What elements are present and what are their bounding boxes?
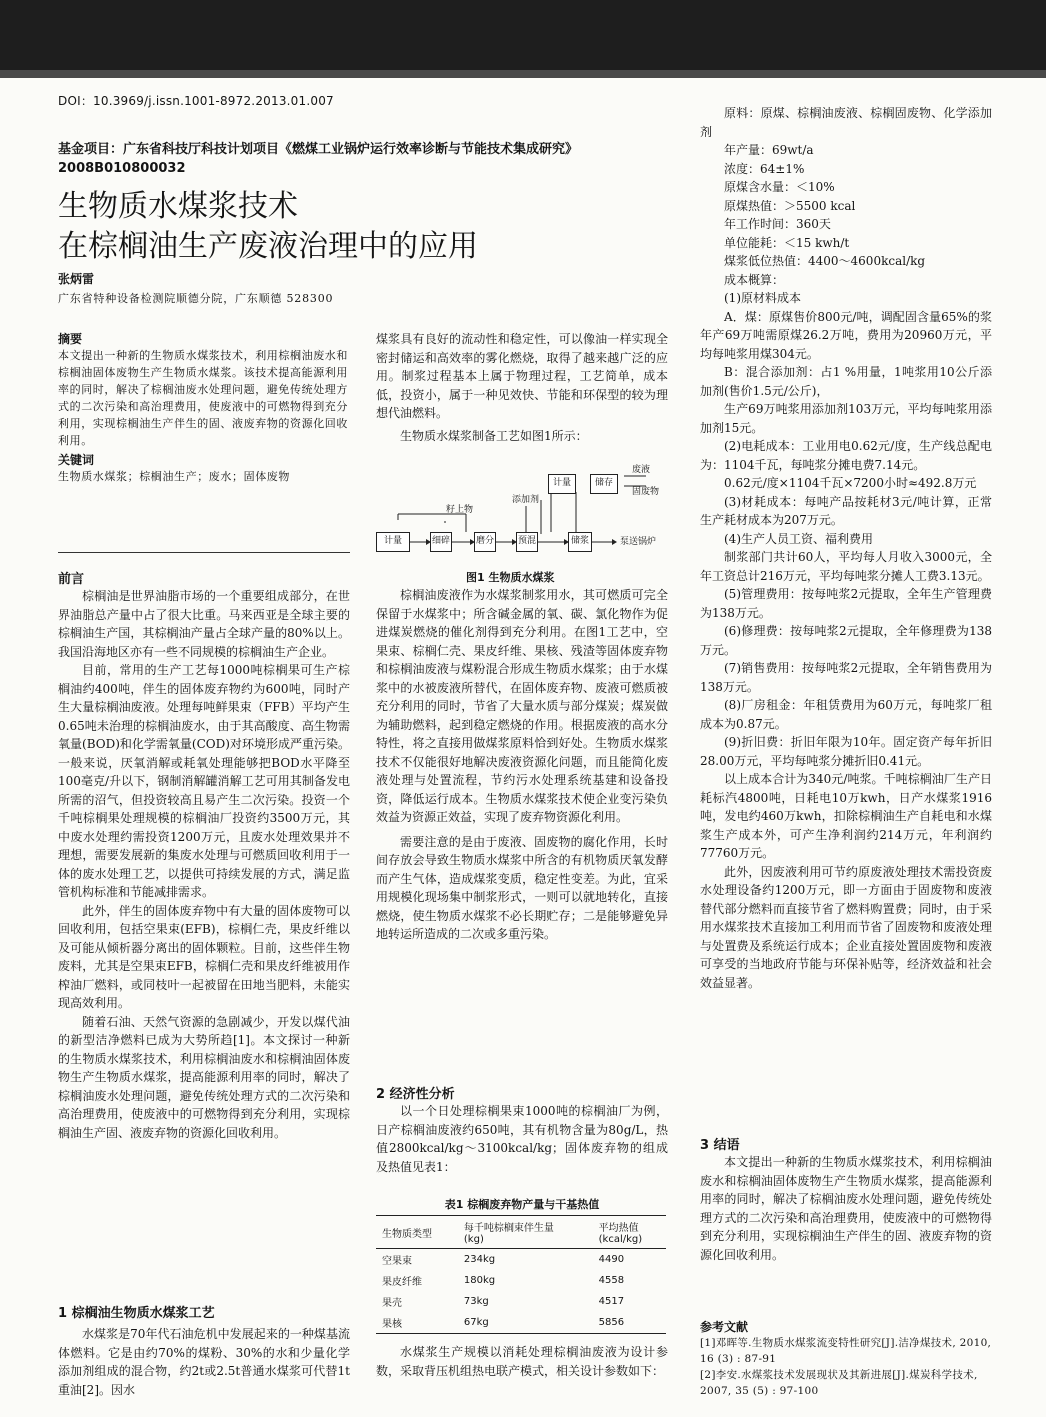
table-cell: 空果束 xyxy=(382,1256,412,1267)
cost-paragraph: (2)电耗成本：工业用电0.62元/度，生产线总配电为：1104千瓦，每吨浆分摊电费7.14元。 xyxy=(700,439,992,472)
cost-paragraph: 制浆部门共计60人，平均每人月收入3000元，全年工资总计216万元，平均每吨浆分摊人工费3.13元。 xyxy=(700,550,992,583)
table-row xyxy=(376,1312,666,1334)
references xyxy=(700,1318,992,1399)
abstract-heading: 摘要 xyxy=(58,332,83,346)
cost-paragraph: (3)材耗成本：每吨产品按耗材3元/吨计算，正常生产耗材成本为207万元。 xyxy=(700,494,992,527)
param-line: 原煤含水量：＜10% xyxy=(724,180,835,194)
intro-paragraph-3: 此外，伴生的固体废弃物中有大量的固体废物可以回收利用，包括空果束(EFB)，棕榈仁壳，果皮纤维以及可能从倾析器分离出的固体颗粒。目前，这些伴生物废料，尤其是空果束EFB，棕榈仁壳和果皮纤维被用作榨油厂燃料，或同枝叶一起被留在田地当肥料，未能实现高效利用。 xyxy=(58,903,350,1010)
param-line: 原煤热值：＞5500 kcal xyxy=(724,198,856,213)
flow-grinding-box: 细碎 xyxy=(430,532,452,552)
param-line: 年工作时间：360天 xyxy=(724,217,831,231)
param-line: 浓度：64±1% xyxy=(724,161,805,176)
flow-to-boiler-label: 泵送锅炉 xyxy=(620,537,657,547)
table-cell: 果核 xyxy=(382,1319,402,1330)
section-1 xyxy=(58,1302,350,1399)
section-3-paragraph: 本文提出一种新的生物质水煤浆技术，利用棕榈油废水和棕榈油固体废物生产生物质水煤浆，提高能源利用率的同时，解决了棕榈油废水处理问题，避免传统处理方式的二次污染和高治理费用，使废液中的可燃物得到充分利用，实现棕榈油生产伴生的固、液废弃物的资源化回收利用。 xyxy=(700,1155,992,1262)
affiliation: 广东省特种设备检测院顺德分院，广东顺德 528300 xyxy=(58,292,334,305)
fund-note: 基金项目：广东省科技厅科技计划项目《燃煤工业锅炉运行效率诊断与节能技术集成研究》2008B010800032 xyxy=(58,142,579,176)
table-row xyxy=(376,1270,666,1291)
reference-item: [1]邓晖等.生物质水煤浆流变特性研究[J].洁净煤技术, 2010, 16 (3) : 87-91 xyxy=(700,1337,992,1365)
table-1 xyxy=(376,1215,666,1334)
flow-meter-box: 计量 xyxy=(376,532,410,552)
flow-coal-label: 籽上物 xyxy=(446,505,474,515)
abstract-divider xyxy=(58,552,350,553)
intro-paragraph-2: 目前，常用的生产工艺每1000吨棕榈果可生产棕榈油约400吨，伴生的固体废弃物约为600吨，同时产生大量棕榈油废液。处理每吨鲜果束（FFB）平均产生0.65吨未治理的棕榈油废水，由于其高酸度、高生物需氧量(BOD)和化学需氧量(COD)对环境形成严重污染。一般来说，厌氧消解或耗氧处理能够把BOD水平降至100毫克/升以下，钢制消解罐消解工艺可用其制备发电所需的沼气，但投资较高且易产生二次污染。投资一个千吨棕榈果处理规模的棕榈油厂投资约3500万元，其中废水处理约需投资1200万元，且废水处理效果并不理想，需要发展新的集废水处理与可燃质回收利用于一体的废水处理工艺，以提供可持续发展的方式，满足监管机构标准和节能减排需求。 xyxy=(58,663,350,899)
cost-paragraph: 以上成本合计为340元/吨浆。千吨棕榈油厂生产日耗标汽4800吨，日耗电10万kwh，日产水煤浆1916吨，发电约460万kwh，扣除棕榈油生产自耗电和水煤浆生产成本外，可产生净利润约214万元，年利润约77760万元。 xyxy=(700,772,992,860)
flow-waste-liquid-label: 废液 xyxy=(632,465,651,475)
table-row xyxy=(376,1291,666,1312)
table-header-cell: 生物质类型 xyxy=(382,1228,432,1240)
param-line: 原料：原煤、棕榈油废液、棕榈固废物、化学添加剂 xyxy=(700,106,992,139)
keywords-heading: 关键词 xyxy=(58,453,95,467)
abstract-text: 本文提出一种新的生物质水煤浆技术，利用棕榈油废水和棕榈油固体废物生产生物质水煤浆。该技术提高能源利用率的同时，解决了棕榈油废水处理问题，避免传统处理方式的二次污染和高治理费用，使废液中的可燃物得到充分利用，实现棕榈油生产伴生的固、液废弃物的资源化回收利用。 xyxy=(58,349,348,447)
keywords-text: 生物质水煤浆；棕榈油生产；废水；固体废物 xyxy=(58,470,290,483)
intro-paragraph-4: 随着石油、天然气资源的急剧减少，开发以煤代油的新型洁净燃料已成为大势所趋[1]。本文探讨一种新的生物质水煤浆技术，利用棕榈油废水和棕榈油固体废物生产生物质水煤浆，提高能源利用率的同时，解决了棕榈油废水处理问题，避免传统处理方式的二次污染和高治理费用，使废液中的可燃物得到充分利用，实现棕榈油生产固、液废弃物的资源化回收利用。 xyxy=(58,1014,350,1140)
title-line-1: 生物质水煤浆技术 xyxy=(58,189,298,224)
section-3 xyxy=(700,1134,992,1264)
cost-paragraph: 0.62元/度×1104千瓦×7200小时≈492.8万元 xyxy=(724,476,977,490)
cost-paragraph: (9)折旧费：折旧年限为10年。固定资产每年折旧28.00万元，平均每吨浆分摊折旧0.41元。 xyxy=(700,735,992,768)
cost-paragraph: B：混合添加剂：占1 %用量，1吨浆用10公斤添加剂(售价1.5元/公斤)， xyxy=(700,365,992,398)
flow-tank-box: 储浆 xyxy=(568,532,592,552)
table-cell: 4558 xyxy=(598,1275,625,1286)
col2-end-paragraph: 水煤浆生产规模以消耗处理棕榈油废液为设计参数，采取背压机组热电联产模式，相关设计参数如下： xyxy=(376,1345,668,1378)
flow-solid-waste-label: 固废物 xyxy=(632,487,660,497)
scan-header-band xyxy=(0,0,1046,78)
table-header-cell: 平均热值 (kcal/kg) xyxy=(598,1223,643,1245)
author: 张炳雷 xyxy=(58,272,95,286)
doi-line: DOI：10.3969/j.issn.1001-8972.2013.01.007 xyxy=(58,94,334,108)
column-2-end xyxy=(376,1343,668,1380)
table-cell: 4517 xyxy=(598,1296,625,1307)
table-cell: 234kg xyxy=(463,1254,496,1265)
table-cell: 4490 xyxy=(598,1254,625,1265)
param-line: 煤浆低位热值：4400～4600kcal/kg xyxy=(724,254,926,268)
param-line: 成本概算： xyxy=(724,272,785,287)
intro-heading: 前言 xyxy=(58,572,85,587)
param-line: 单位能耗：＜15 kwh/t xyxy=(724,235,850,250)
table-row xyxy=(376,1249,666,1271)
column-2-top xyxy=(376,330,668,445)
table-cell: 180kg xyxy=(463,1275,496,1286)
column-2-body xyxy=(376,586,668,944)
column-3 xyxy=(700,104,992,992)
intro-paragraph-1: 棕榈油是世界油脂市场的一个重要组成部分，在世界油脂总产量中占了很大比重。马来西亚是全球主要的棕榈油生产国，其棕榈油产量占全球产量的80%以上。我国沿海地区亦有一些不同规模的棕榈油生产企业。 xyxy=(58,589,350,659)
section-2 xyxy=(376,1083,668,1176)
flow-refining-box: 磨分 xyxy=(474,532,496,552)
scan-header-edge xyxy=(0,70,1046,78)
flow-storage-box: 储存 xyxy=(590,474,618,494)
table-cell: 5856 xyxy=(598,1317,625,1328)
section-2-heading: 2 经济性分析 xyxy=(376,1087,455,1102)
intro-section xyxy=(58,568,350,1142)
abstract-block xyxy=(58,330,350,485)
section-1-paragraph: 水煤浆是70年代石油危机中发展起来的一种煤基流体燃料。它是由约70%的煤粉、30%的水和少量化学添加剂组成的混合物，约2t或2.5t普通水煤浆可代替1t重油[2]。因水 xyxy=(58,1327,350,1397)
cost-paragraph: (8)厂房租金：年租赁费用为60万元，每吨浆厂租成本为0.87元。 xyxy=(700,698,992,731)
flow-meter-top-box: 计量 xyxy=(548,474,576,494)
cost-paragraph: (5)管理费用：按每吨浆2元提取，全年生产管理费为138万元。 xyxy=(700,587,992,620)
cost-paragraph: (7)销售费用：按每吨浆2元提取，全年销售费用为138万元。 xyxy=(700,661,992,694)
table-cell: 67kg xyxy=(463,1317,489,1328)
col2-paragraph-2: 生物质水煤浆制备工艺如图1所示： xyxy=(400,428,588,443)
table-header-row xyxy=(376,1216,666,1249)
reference-item: [2]李安.水煤浆技术发展现状及其新进展[J].煤炭科学技术, 2007, 35 (5) : 97-100 xyxy=(700,1369,978,1397)
cost-paragraph: (4)生产人员工资、福利费用 xyxy=(724,531,873,546)
cost-paragraph: A．煤：原煤售价800元/吨，调配固含量65%的浆年产69万吨需原煤26.2万吨，费用为20960万元，平均每吨浆用煤304元。 xyxy=(700,309,992,361)
section-2-paragraph: 以一个日处理棕榈果束1000吨的棕榈油厂为例，日产棕榈油废液约650吨，其有机物含量为80g/L，热值2800kcal/kg～3100kcal/kg；固体废弃物的组成及热值见表1： xyxy=(376,1104,668,1174)
col2-paragraph-1: 煤浆具有良好的流动性和稳定性，可以像油一样实现全密封储运和高效率的雾化燃烧，取得了越来越广泛的应用。制浆过程基本上属于物理过程，工艺简单，成本低，投资小，属于一种见效快、节能和环保型的较为理想代油燃料。 xyxy=(376,332,668,420)
table-header-cell: 每千吨棕榈束伴生量 (kg) xyxy=(463,1223,554,1245)
section-3-heading: 3 结语 xyxy=(700,1138,740,1153)
param-line: (1)原材料成本 xyxy=(724,291,801,305)
section-1-heading: 1 棕榈油生物质水煤浆工艺 xyxy=(58,1306,215,1321)
table-cell: 果皮纤维 xyxy=(382,1277,422,1288)
figure-1-caption: 图1 生物质水煤浆 xyxy=(466,571,555,584)
figure-1-diagram xyxy=(376,458,668,566)
cost-paragraph: 生产69万吨浆用添加剂103万元，平均每吨浆用添加剂15元。 xyxy=(700,402,992,435)
flow-premix-box: 预混 xyxy=(516,532,538,552)
flow-additive-label: 添加剂 xyxy=(512,495,540,505)
references-heading: 参考文献 xyxy=(700,1320,749,1334)
table-1-block xyxy=(376,1196,668,1334)
param-line: 年产量：69wt/a xyxy=(724,143,814,157)
cost-paragraph: (6)修理费：按每吨浆2元提取，全年修理费为138万元。 xyxy=(700,624,992,657)
cost-paragraph: 此外，因废液利用可节约原废液处理技术需投资废水处理设备约1200万元，即一方面由于固废物和废液替代部分燃料而直接节省了燃料购置费；同时，由于采用水煤浆技术直接加工利用而节省了固废物和废液处理与处置费及系统运行成本；企业直接处置固废物和废液可享受的当地政府节能与环保补贴等，经济效益和社会效益显著。 xyxy=(700,864,992,990)
table-1-caption: 表1 棕榈废弃物产量与干基热值 xyxy=(444,1198,600,1211)
table-cell: 73kg xyxy=(463,1296,489,1307)
title-line-2: 在棕榈油生产废液治理中的应用 xyxy=(58,229,478,264)
col2-paragraph-3: 棕榈油废液作为水煤浆制浆用水，其可燃质可完全保留于水煤浆中；所含碱金属的氧、碳、氯化物作为促进煤炭燃烧的催化剂得到充分利用。在图1工艺中，空果束、棕榈仁壳、果皮纤维、果核、残渣等固体废弃物和棕榈油废液与煤粉混合形成生物质水煤浆；由于水煤浆中的水被废液所替代，在固体废弃物、废液可燃质被充分利用的同时，节省了大量水质与部分煤炭；煤炭做为辅助燃料，起到稳定燃烧的作用。根据废液的高水分特性，将之直接用做煤浆原料恰到好处。生物质水煤浆技术不仅能很好地解决废液资源化问题，而且能简化废液处理与处置流程，节约污水处理系统基建和设备投资，降低运行成本。生物质水煤浆技术使企业变污染负效益为资源正效益，实现了废弃物资源化利用。 xyxy=(376,588,668,824)
table-cell: 果壳 xyxy=(382,1298,402,1309)
col2-paragraph-4: 需要注意的是由于废液、固废物的腐化作用，长时间存放会导致生物质水煤浆中所含的有机物质厌氧发酵而产生气体，造成煤浆变质，稳定性变差。为此，宜采用规模化现场集中制浆形式，一则可以就地转化，直接燃烧，使生物质水煤浆不必长期贮存；二是能够避免异地转运所造成的二次或多重污染。 xyxy=(376,834,668,941)
